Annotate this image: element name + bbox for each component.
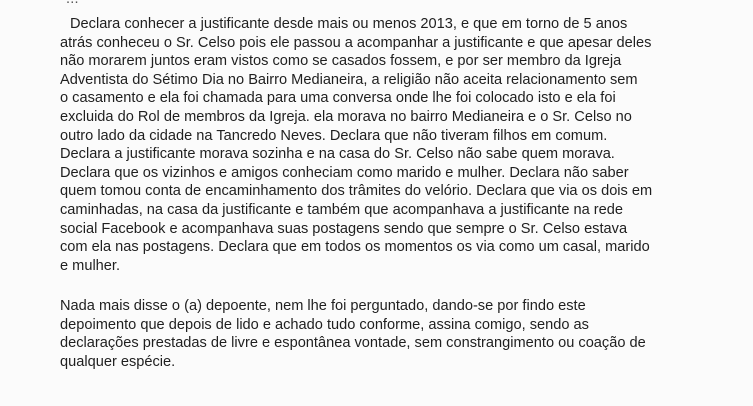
text-line: caminhadas, na casa da justificante e também que acompanhava a justificante na rede — [60, 201, 624, 218]
testimony-paragraph — [60, 15, 718, 275]
text-line: social Facebook e acompanhava suas postagens sendo que sempre o Sr. Celso estava — [60, 220, 628, 237]
text-line — [60, 15, 718, 34]
cropped-top-text — [66, 0, 79, 7]
text-line: não morarem juntos eram vistos como se casados fossem, e por ser membro da Igreja — [60, 53, 622, 70]
text-line: Nada mais disse o (a) depoente, nem lhe foi perguntado, dando-se por findo este — [60, 298, 586, 314]
text-line: Adventista do Sétimo Dia no Bairro Medianeira, a religião não aceita relacionamento sem — [60, 71, 638, 88]
text-line: quem tomou conta de encaminhamento dos trâmites do velório. Declara que via os dois em — [60, 183, 653, 200]
text-line: Declara que os vizinhos e amigos conheciam como marido e mulher. Declara não saber — [60, 164, 629, 181]
text-line-content: Declara conhecer a justificante desde mais ou menos 2013, e que em torno de 5 anos — [70, 16, 628, 32]
text-line: excluida do Rol de membros da Igreja. ela morava no bairro Medianeira e o Sr. Celso no — [60, 108, 632, 125]
text-line: e mulher. — [60, 257, 121, 274]
text-line: outro lado da cidade na Tancredo Neves. Declara que não tiveram filhos em comum. — [60, 127, 608, 144]
closing-paragraph — [60, 297, 718, 371]
text-line: declarações prestadas de livre e espontânea vontade, sem constrangimento ou coação de — [60, 335, 646, 352]
text-line: qualquer espécie. — [60, 353, 176, 370]
text-line: atrás conheceu o Sr. Celso pois ele passou a acompanhar a justificante e que apesar deles — [60, 34, 652, 51]
text-line: Declara a justificante morava sozinha e na casa do Sr. Celso não sabe quem morava. — [60, 146, 615, 163]
text-line: o casamento e ela foi chamada para uma conversa onde lhe foi colocado isto e ela foi — [60, 90, 616, 107]
text-line: depoimento que depois de lido e achado tudo conforme, assina comigo, sendo as — [60, 316, 589, 333]
text-line: com ela nas postagens. Declara que em todos os momentos os via como um casal, marido — [60, 239, 650, 256]
